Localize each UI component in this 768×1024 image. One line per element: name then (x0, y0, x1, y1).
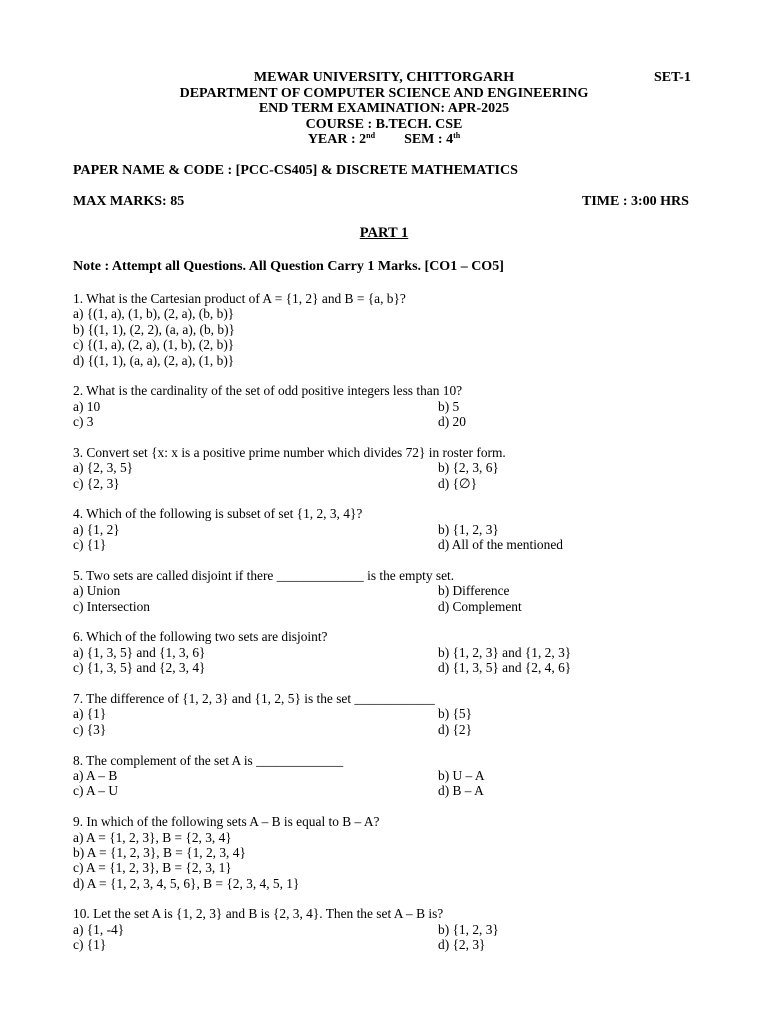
sem-label: SEM : 4 (404, 132, 454, 147)
option-c: c) A – U (73, 783, 119, 798)
option-b: b) {5} (438, 706, 473, 721)
option-c: c) Intersection (73, 599, 150, 614)
department-name: DEPARTMENT OF COMPUTER SCIENCE AND ENGINEERING (179, 86, 589, 101)
option-a: a) {1, 2} (73, 522, 120, 537)
question-text: 8. The complement of the set A is _____________ (73, 753, 344, 768)
option-b: b) Difference (438, 583, 510, 598)
exam-title: END TERM EXAMINATION: APR-2025 (258, 101, 510, 116)
option-a: a) {1} (73, 706, 107, 721)
year-superscript: nd (366, 131, 376, 140)
option-d: d) {(1, 1), (a, a), (2, a), (1, b)} (73, 353, 235, 368)
option-c: c) {(1, a), (2, a), (1, b), (2, b)} (73, 337, 235, 352)
sem-superscript: th (453, 131, 461, 140)
year-sem-line (0, 132, 768, 147)
option-d: d) Complement (438, 599, 522, 614)
option-a: a) A – B (73, 768, 118, 783)
question-text: 4. Which of the following is subset of set {1, 2, 3, 4}? (73, 506, 363, 521)
option-d: d) {∅} (438, 476, 478, 491)
option-d: d) All of the mentioned (438, 537, 563, 552)
option-d: d) A = {1, 2, 3, 4, 5, 6}, B = {2, 3, 4, 5, 1} (73, 876, 300, 891)
option-b: b) {2, 3, 6} (438, 460, 499, 475)
part-title: PART 1 (359, 225, 409, 241)
option-d: d) {2, 3} (438, 937, 486, 952)
option-c: c) {1} (73, 937, 107, 952)
university-name: MEWAR UNIVERSITY, CHITTORGARH (253, 70, 515, 85)
option-b: b) {1, 2, 3} (438, 922, 499, 937)
option-b: b) {1, 2, 3} and {1, 2, 3} (438, 645, 572, 660)
question-text: 10. Let the set A is {1, 2, 3} and B is {2, 3, 4}. Then the set A – B is? (73, 906, 444, 921)
question-text: 9. In which of the following sets A – B is equal to B – A? (73, 814, 380, 829)
year-label: YEAR : 2 (307, 132, 367, 147)
option-b: b) 5 (438, 399, 460, 414)
time-allowed: TIME : 3:00 HRS (582, 194, 689, 209)
option-c: c) {2, 3} (73, 476, 120, 491)
question-text: 7. The difference of {1, 2, 3} and {1, 2, 5} is the set ____________ (73, 691, 435, 706)
question-text: 5. Two sets are called disjoint if there _____________ is the empty set. (73, 568, 455, 583)
max-marks: MAX MARKS: 85 (73, 194, 185, 209)
question-text: 1. What is the Cartesian product of A = {1, 2} and B = {a, b}? (73, 291, 406, 306)
option-a: a) 10 (73, 399, 101, 414)
course-line: COURSE : B.TECH. CSE (305, 117, 463, 132)
option-b: b) {1, 2, 3} (438, 522, 499, 537)
option-d: d) B – A (438, 783, 484, 798)
option-d: d) {1, 3, 5} and {2, 4, 6} (438, 660, 572, 675)
option-a: a) {1, -4} (73, 922, 125, 937)
question-text: 3. Convert set {x: x is a positive prime number which divides 72} in roster form. (73, 445, 506, 460)
option-b: b) {(1, 1), (2, 2), (a, a), (b, b)} (73, 322, 235, 337)
option-c: c) 3 (73, 414, 94, 429)
option-a: a) {(1, a), (1, b), (2, a), (b, b)} (73, 306, 235, 321)
option-a: a) A = {1, 2, 3}, B = {2, 3, 4} (73, 830, 232, 845)
option-c: c) {1, 3, 5} and {2, 3, 4} (73, 660, 206, 675)
option-c: c) A = {1, 2, 3}, B = {2, 3, 1} (73, 860, 232, 875)
option-a: a) {2, 3, 5} (73, 460, 134, 475)
question-text: 6. Which of the following two sets are disjoint? (73, 629, 328, 644)
option-b: b) U – A (438, 768, 485, 783)
question-text: 2. What is the cardinality of the set of odd positive integers less than 10? (73, 383, 463, 398)
option-b: b) A = {1, 2, 3}, B = {1, 2, 3, 4} (73, 845, 246, 860)
set-label: SET-1 (654, 70, 691, 85)
option-d: d) {2} (438, 722, 473, 737)
option-d: d) 20 (438, 414, 466, 429)
option-c: c) {3} (73, 722, 107, 737)
option-a: a) Union (73, 583, 121, 598)
instructions-note: Note : Attempt all Questions. All Question Carry 1 Marks. [CO1 – CO5] (73, 259, 504, 274)
option-a: a) {1, 3, 5} and {1, 3, 6} (73, 645, 206, 660)
option-c: c) {1} (73, 537, 107, 552)
paper-name-code: PAPER NAME & CODE : [PCC-CS405] & DISCRETE MATHEMATICS (73, 163, 518, 178)
